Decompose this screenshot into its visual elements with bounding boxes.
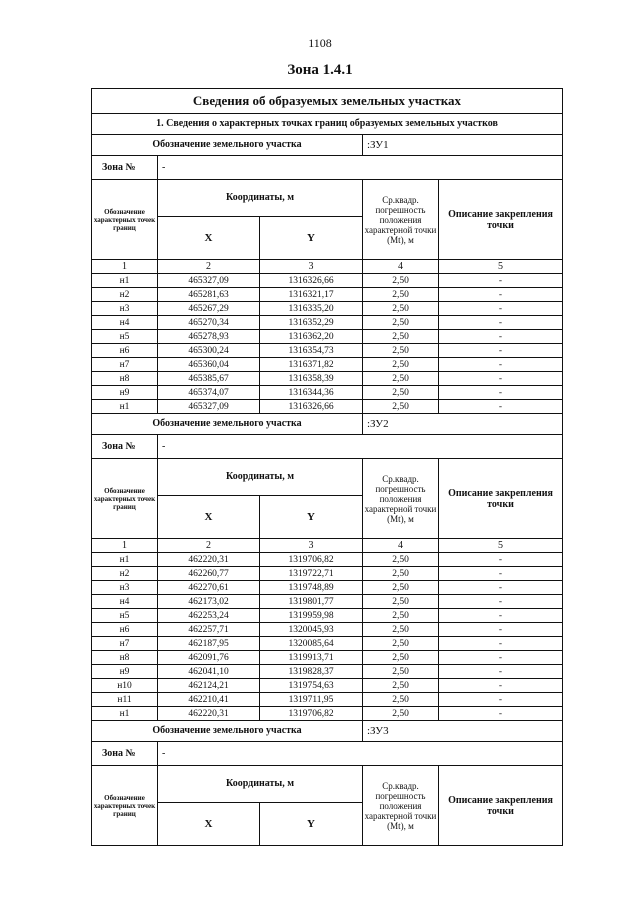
point-id: н7 [92,358,158,372]
column-index: 2 [158,260,260,274]
point-id: н5 [92,609,158,623]
y-value: 1316352,29 [260,316,363,330]
x-value: 465327,09 [158,400,260,414]
y-value: 1319828,37 [260,665,363,679]
point-id: н3 [92,302,158,316]
fixing-description-value: - [439,567,563,581]
accuracy-value: 2,50 [363,637,439,651]
accuracy-value: 2,50 [363,581,439,595]
zone-label: Зона № [92,156,158,180]
fixing-description-header: Описание закрепления точки [439,766,563,846]
point-id: н1 [92,553,158,567]
table-title: Сведения об образуемых земельных участках [92,89,563,114]
x-header: X [158,217,260,260]
accuracy-value: 2,50 [363,693,439,707]
accuracy-header: Ср.квадр. погрешность положения характерной точки (Mt), м [363,180,439,260]
column-index: 3 [260,539,363,553]
fixing-description-value: - [439,665,563,679]
point-designation-header: Обозначение характерных точек границ [92,180,158,260]
y-value: 1316326,66 [260,274,363,288]
accuracy-value: 2,50 [363,358,439,372]
accuracy-value: 2,50 [363,330,439,344]
accuracy-header: Ср.квадр. погрешность положения характерной точки (Mt), м [363,766,439,846]
fixing-description-value: - [439,595,563,609]
table-row [92,637,563,651]
y-value: 1316354,73 [260,344,363,358]
x-value: 465360,04 [158,358,260,372]
column-index: 3 [260,260,363,274]
accuracy-value: 2,50 [363,679,439,693]
header-row [92,180,563,217]
column-index: 5 [439,539,563,553]
x-value: 465385,67 [158,372,260,386]
y-value: 1316358,39 [260,372,363,386]
y-value: 1319801,77 [260,595,363,609]
x-value: 465327,09 [158,274,260,288]
table-row [92,707,563,721]
header-row [92,459,563,496]
point-id: н8 [92,372,158,386]
fixing-description-value: - [439,274,563,288]
zone-label: Зона № [92,435,158,459]
accuracy-value: 2,50 [363,344,439,358]
coordinates-header: Координаты, м [158,180,363,217]
point-designation-header: Обозначение характерных точек границ [92,459,158,539]
accuracy-value: 2,50 [363,386,439,400]
point-id: н6 [92,623,158,637]
fixing-description-value: - [439,302,563,316]
table-row [92,651,563,665]
point-id: н4 [92,316,158,330]
zone-row [92,435,563,459]
table-row [92,679,563,693]
fixing-description-value: - [439,386,563,400]
point-id: н4 [92,595,158,609]
fixing-description-value: - [439,288,563,302]
point-id: н1 [92,707,158,721]
x-value: 462173,02 [158,595,260,609]
table-row [92,693,563,707]
zone-value: - [158,742,563,766]
zone-value: - [158,156,563,180]
x-header: X [158,496,260,539]
fixing-description-value: - [439,553,563,567]
x-value: 462041,10 [158,665,260,679]
point-id: н2 [92,567,158,581]
point-id: н11 [92,693,158,707]
accuracy-value: 2,50 [363,288,439,302]
fixing-description-value: - [439,344,563,358]
accuracy-value: 2,50 [363,553,439,567]
accuracy-header: Ср.квадр. погрешность положения характерной точки (Mt), м [363,459,439,539]
point-id: н1 [92,400,158,414]
plot-designation-row [92,135,563,156]
column-index: 4 [363,260,439,274]
x-value: 465374,07 [158,386,260,400]
accuracy-value: 2,50 [363,623,439,637]
table-row [92,386,563,400]
column-index: 2 [158,539,260,553]
fixing-description-value: - [439,623,563,637]
zone-value: - [158,435,563,459]
table-row [92,400,563,414]
table-row [92,567,563,581]
table-row [92,581,563,595]
point-id: н3 [92,581,158,595]
zone-row [92,742,563,766]
y-value: 1319959,98 [260,609,363,623]
y-header: Y [260,496,363,539]
accuracy-value: 2,50 [363,372,439,386]
fixing-description-value: - [439,372,563,386]
table-row [92,358,563,372]
x-value: 462210,41 [158,693,260,707]
zone-title: Зона 1.4.1 [287,62,353,78]
y-value: 1319754,63 [260,679,363,693]
table-row [92,316,563,330]
accuracy-value: 2,50 [363,651,439,665]
zone-row [92,156,563,180]
header-row [92,766,563,803]
table-row [92,372,563,386]
accuracy-value: 2,50 [363,274,439,288]
x-value: 462260,77 [158,567,260,581]
point-id: н8 [92,651,158,665]
x-value: 462270,61 [158,581,260,595]
x-value: 462257,71 [158,623,260,637]
land-plots-table [91,88,563,846]
fixing-description-value: - [439,358,563,372]
table-row [92,595,563,609]
fixing-description-header: Описание закрепления точки [439,459,563,539]
plot-designation-value: :ЗУ2 [363,414,563,435]
y-value: 1319913,71 [260,651,363,665]
y-value: 1319748,89 [260,581,363,595]
fixing-description-value: - [439,581,563,595]
table-row [92,623,563,637]
accuracy-value: 2,50 [363,707,439,721]
column-index: 1 [92,260,158,274]
x-value: 465281,63 [158,288,260,302]
table-row [92,288,563,302]
point-id: н5 [92,330,158,344]
plot-designation-row [92,721,563,742]
y-value: 1316321,17 [260,288,363,302]
accuracy-value: 2,50 [363,609,439,623]
x-value: 465267,29 [158,302,260,316]
accuracy-value: 2,50 [363,316,439,330]
y-value: 1316362,20 [260,330,363,344]
accuracy-value: 2,50 [363,595,439,609]
table-row [92,665,563,679]
table-row [92,330,563,344]
y-value: 1319722,71 [260,567,363,581]
plot-designation-value: :ЗУ1 [363,135,563,156]
x-value: 462187,95 [158,637,260,651]
plot-designation-label: Обозначение земельного участка [92,414,363,435]
x-value: 465278,93 [158,330,260,344]
column-index: 5 [439,260,563,274]
point-id: н6 [92,344,158,358]
table-row [92,553,563,567]
section-title: 1. Сведения о характерных точках границ образуемых земельных участков [92,114,563,135]
fixing-description-value: - [439,651,563,665]
x-value: 462253,24 [158,609,260,623]
y-value: 1319706,82 [260,707,363,721]
fixing-description-value: - [439,693,563,707]
plot-designation-label: Обозначение земельного участка [92,135,363,156]
zone-label: Зона № [92,742,158,766]
plot-designation-value: :ЗУ3 [363,721,563,742]
x-header: X [158,803,260,846]
table-row [92,274,563,288]
point-id: н7 [92,637,158,651]
point-id: н1 [92,274,158,288]
y-header: Y [260,803,363,846]
x-value: 462124,21 [158,679,260,693]
fixing-description-value: - [439,400,563,414]
x-value: 462091,76 [158,651,260,665]
point-designation-header: Обозначение характерных точек границ [92,766,158,846]
fixing-description-value: - [439,330,563,344]
fixing-description-value: - [439,707,563,721]
point-id: н10 [92,679,158,693]
page-number: 1108 [308,36,332,50]
x-value: 462220,31 [158,707,260,721]
coordinates-header: Координаты, м [158,459,363,496]
fixing-description-header: Описание закрепления точки [439,180,563,260]
y-value: 1316344,36 [260,386,363,400]
fixing-description-value: - [439,609,563,623]
fixing-description-value: - [439,316,563,330]
fixing-description-value: - [439,637,563,651]
x-value: 465270,34 [158,316,260,330]
point-id: н9 [92,386,158,400]
accuracy-value: 2,50 [363,302,439,316]
accuracy-value: 2,50 [363,400,439,414]
column-index: 1 [92,539,158,553]
plot-designation-row [92,414,563,435]
y-value: 1316371,82 [260,358,363,372]
column-index: 4 [363,539,439,553]
point-id: н2 [92,288,158,302]
y-value: 1320045,93 [260,623,363,637]
table-row [92,302,563,316]
y-value: 1319706,82 [260,553,363,567]
accuracy-value: 2,50 [363,567,439,581]
point-id: н9 [92,665,158,679]
column-index-row [92,260,563,274]
x-value: 462220,31 [158,553,260,567]
x-value: 465300,24 [158,344,260,358]
fixing-description-value: - [439,679,563,693]
table-row [92,609,563,623]
column-index-row [92,539,563,553]
y-value: 1316326,66 [260,400,363,414]
coordinates-header: Координаты, м [158,766,363,803]
y-header: Y [260,217,363,260]
y-value: 1320085,64 [260,637,363,651]
table-row [92,344,563,358]
accuracy-value: 2,50 [363,665,439,679]
plot-designation-label: Обозначение земельного участка [92,721,363,742]
y-value: 1319711,95 [260,693,363,707]
y-value: 1316335,20 [260,302,363,316]
